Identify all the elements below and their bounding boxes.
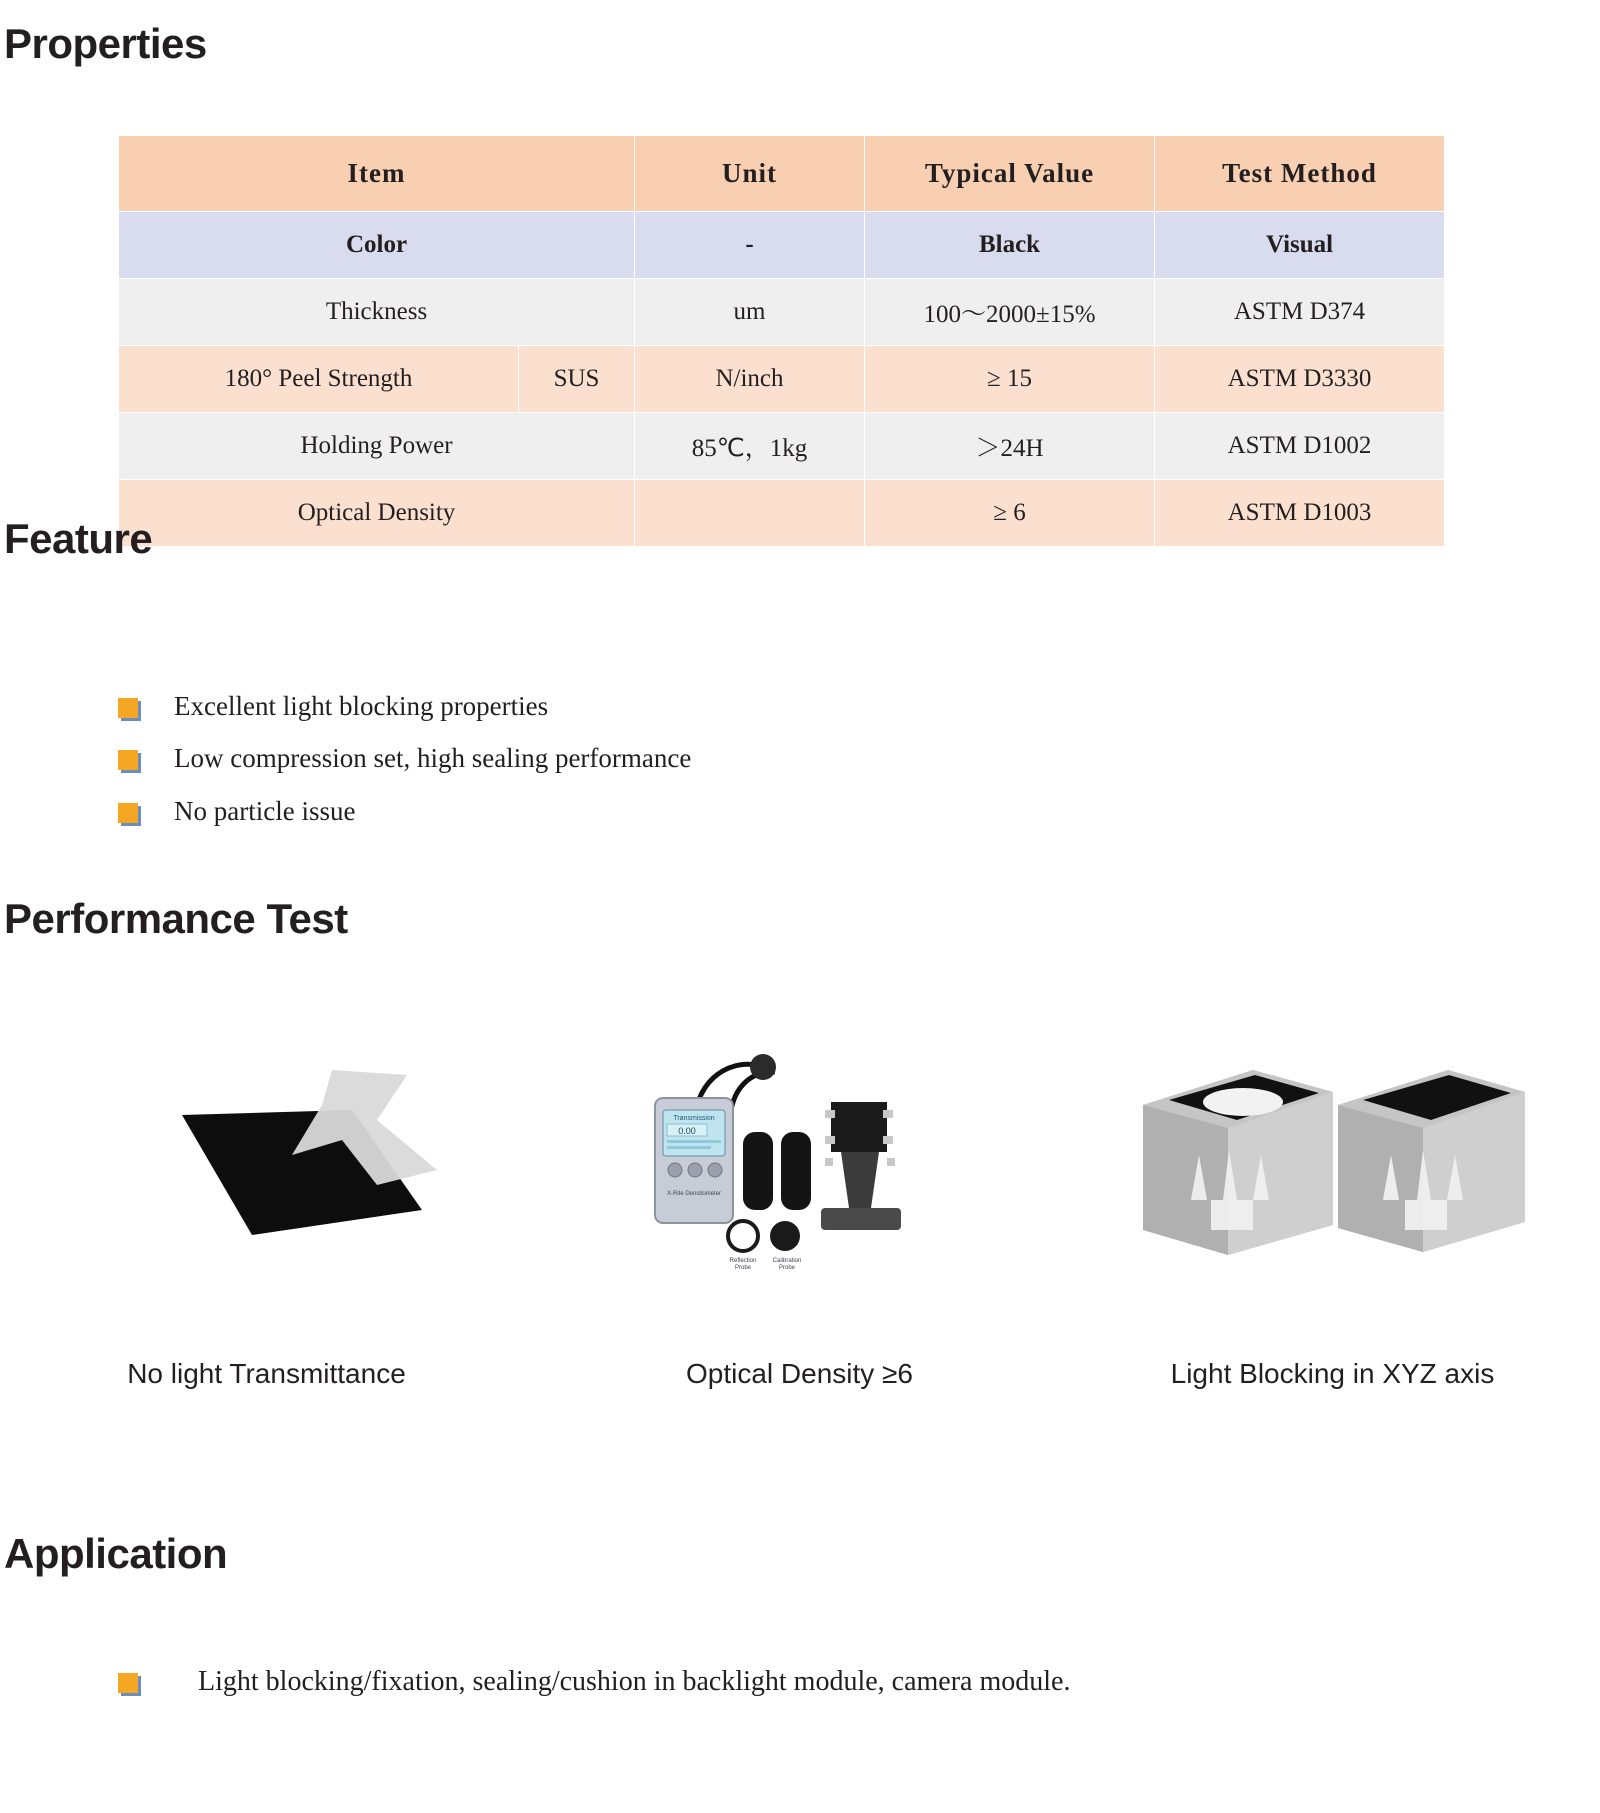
svg-text:Calibration: Calibration <box>772 1258 801 1264</box>
list-item <box>118 795 1218 827</box>
performance-test-caption: Optical Density ≥6 <box>685 1358 913 1389</box>
densitometer-icon <box>533 1030 1066 1300</box>
svg-text:Probe: Probe <box>734 1265 751 1271</box>
svg-text:Transmission: Transmission <box>672 1115 715 1122</box>
header-cell-typical-value: Typical Value <box>865 136 1155 212</box>
cell-unit: 85℃，1kg <box>635 413 865 480</box>
performance-test-item <box>0 1030 533 1390</box>
black-film-icon <box>0 1030 533 1300</box>
performance-test-row <box>0 1030 1600 1390</box>
header-cell-item: Item <box>119 136 635 212</box>
performance-test-caption: Light Blocking in XYZ axis <box>1170 1358 1495 1389</box>
cell-typical: 100～2000±15% <box>865 279 1155 346</box>
cell-typical: ≥ 6 <box>865 480 1155 547</box>
cell-item: Thickness <box>119 279 635 346</box>
cell-unit <box>635 480 865 547</box>
header-cell-test-method: Test Method <box>1155 136 1445 212</box>
section-title-feature: Feature <box>4 515 153 562</box>
square-bullet-icon <box>118 698 138 718</box>
cell-unit: - <box>635 212 865 279</box>
cell-typical: Black <box>865 212 1155 279</box>
cell-typical: ≥ 15 <box>865 346 1155 413</box>
cell-method: ASTM D374 <box>1155 279 1445 346</box>
square-bullet-icon <box>118 1673 138 1693</box>
list-item <box>118 690 1218 722</box>
table-row <box>119 212 1445 279</box>
feature-label: Low compression set, high sealing performance <box>174 743 692 774</box>
cell-method: Visual <box>1155 212 1445 279</box>
cell-unit: um <box>635 279 865 346</box>
list-item <box>118 742 1218 774</box>
feature-label: No particle issue <box>174 795 356 826</box>
table-row <box>119 480 1445 547</box>
feature-label: Excellent light blocking properties <box>174 691 549 721</box>
cell-method: ASTM D1003 <box>1155 480 1445 547</box>
table-header-row <box>119 136 1445 212</box>
square-bullet-icon <box>118 750 138 770</box>
light-box-icon <box>1066 1030 1599 1300</box>
feature-list <box>118 690 1218 847</box>
square-bullet-icon <box>118 803 138 823</box>
section-title-properties: Properties <box>4 20 207 67</box>
svg-text:Reflection: Reflection <box>729 1258 756 1264</box>
section-title-application: Application <box>4 1530 228 1577</box>
properties-table <box>118 135 1445 547</box>
performance-test-item <box>533 1030 1066 1390</box>
list-item <box>118 1665 1418 1699</box>
cell-method: ASTM D3330 <box>1155 346 1445 413</box>
cell-item: Color <box>119 212 635 279</box>
performance-test-item <box>1066 1030 1599 1390</box>
section-title-performance-test: Performance Test <box>4 895 348 942</box>
svg-text:0.00: 0.00 <box>677 1126 696 1136</box>
application-list <box>118 1665 1418 1719</box>
svg-text:X-Rite Densitometer: X-Rite Densitometer <box>666 1191 721 1197</box>
svg-text:Probe: Probe <box>778 1265 795 1271</box>
cell-item: 180° Peel Strength <box>119 346 519 413</box>
application-label: Light blocking/fixation, sealing/cushion in backlight module, camera module. <box>198 1666 1071 1697</box>
header-cell-unit: Unit <box>635 136 865 212</box>
performance-test-caption: No light Transmittance <box>127 1358 406 1389</box>
cell-item: Holding Power <box>119 413 635 480</box>
cell-unit: N/inch <box>635 346 865 413</box>
cell-item: Optical Density <box>119 480 635 547</box>
cell-item-sub: SUS <box>519 346 635 413</box>
table-row <box>119 346 1445 413</box>
cell-typical: ＞24H <box>865 413 1155 480</box>
cell-method: ASTM D1002 <box>1155 413 1445 480</box>
table-row <box>119 279 1445 346</box>
table-row <box>119 413 1445 480</box>
